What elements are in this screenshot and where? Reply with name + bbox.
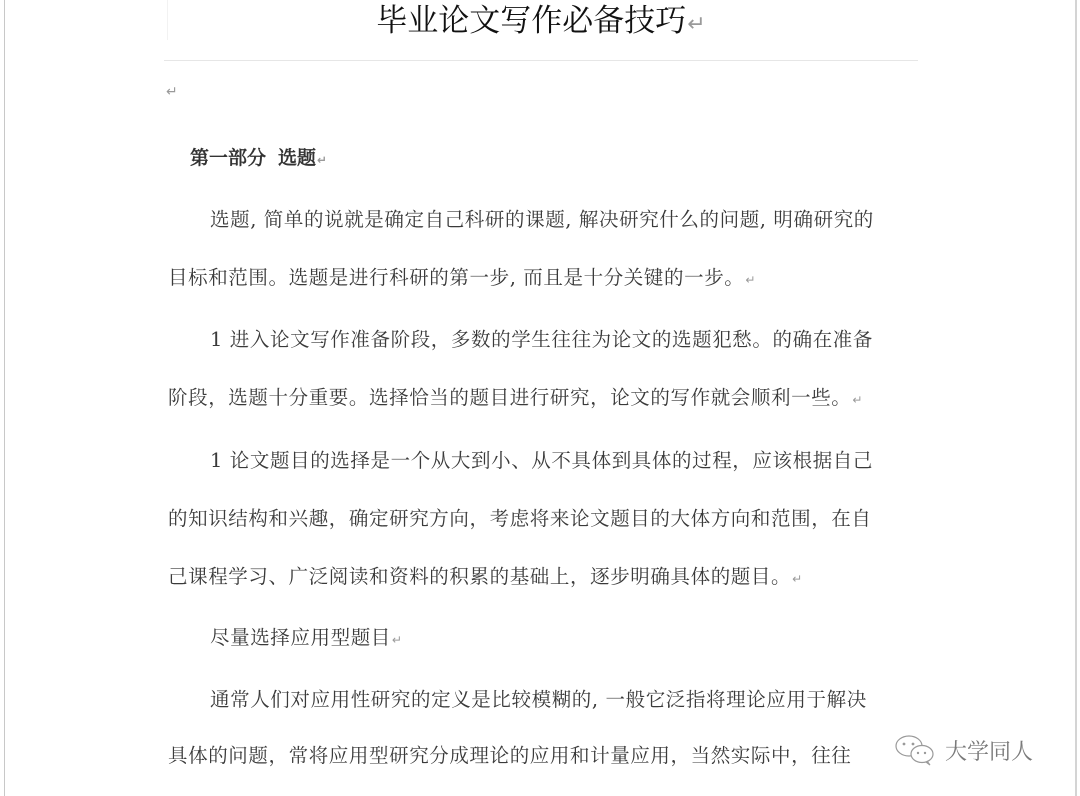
- paragraph-mark-icon: ↵: [852, 393, 864, 407]
- empty-paragraph: [166, 84, 178, 100]
- paragraph-mark-icon: ↵: [317, 153, 327, 167]
- subheading-line: 尽量选择应用型题目↵: [210, 626, 403, 649]
- paragraph-mark-icon: ↵: [391, 633, 403, 647]
- body-line: 1 论文题目的选择是一个从大到小、从不具体到具体的过程，应该根据自己: [210, 449, 874, 472]
- section-heading: [190, 145, 327, 173]
- body-line: 的知识结构和兴趣，确定研究方向，考虑将来论文题目的大体方向和范围，在自: [168, 507, 872, 530]
- body-line: 目标和范围。选题是进行科研的第一步, 而且是十分关键的一步。↵: [168, 266, 757, 289]
- paragraph-mark-icon: ↵: [687, 12, 706, 37]
- body-line: 具体的问题，常将应用型研究分成理论的应用和计量应用，当然实际中，往往: [168, 744, 852, 767]
- paragraph-mark-icon: ↵: [745, 273, 757, 287]
- paragraph-mark-icon: ↵: [792, 572, 803, 586]
- watermark: [893, 730, 1033, 770]
- body-line: 己课程学习、广泛阅读和资料的积累的基础上，逐步明确具体的题目。↵: [168, 565, 803, 588]
- page-border-left: [4, 0, 5, 796]
- title-divider: [164, 60, 918, 61]
- page-border-right: [1075, 0, 1077, 796]
- body-line: 选题, 简单的说就是确定自己科研的课题, 解决研究什么的问题, 明确研究的: [210, 208, 874, 231]
- watermark-text: 大学同人: [945, 739, 1034, 765]
- body-line: 阶段，选题十分重要。选择恰当的题目进行研究，论文的写作就会顺利一些。↵: [168, 386, 864, 409]
- body-line: 通常人们对应用性研究的定义是比较模糊的, 一般它泛指将理论应用于解决: [210, 688, 867, 711]
- title-text: 毕业论文写作必备技巧: [376, 3, 687, 39]
- wechat-icon: [893, 733, 939, 767]
- section-topic: 选题: [278, 147, 317, 169]
- paragraph-mark-icon: ↵: [166, 84, 178, 100]
- document-title: [164, 0, 918, 42]
- body-line: 1 进入论文写作准备阶段，多数的学生往往为论文的选题犯愁。的确在准备: [210, 328, 874, 351]
- section-part: 第一部分: [190, 147, 267, 169]
